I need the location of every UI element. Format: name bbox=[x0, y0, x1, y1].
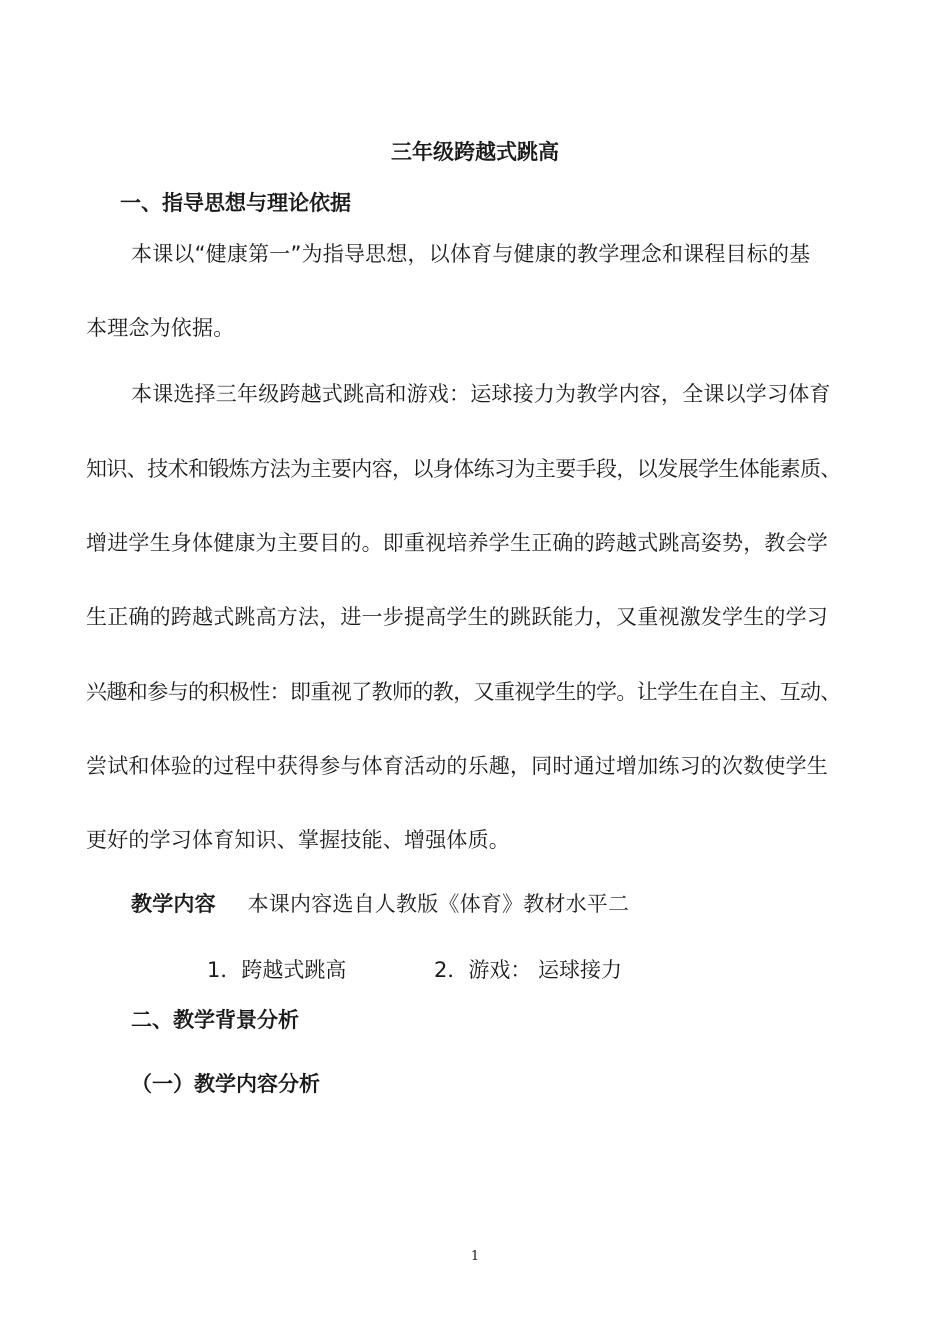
paragraph-line: 尝试和体验的过程中获得参与体育活动的乐趣，同时通过增加练习的次数使学生 bbox=[86, 754, 828, 778]
teaching-content-text: 本课内容选自人教版《体育》教材水平二 bbox=[247, 892, 630, 916]
list-item: 2．游戏： 运球接力 bbox=[434, 958, 623, 982]
paragraph-line: 知识、技术和锻炼方法为主要内容，以身体练习为主要手段，以发展学生体能素质、 bbox=[86, 457, 841, 481]
teaching-content-label: 教学内容 bbox=[131, 892, 216, 916]
paragraph-line: 增进学生身体健康为主要目的。即重视培养学生正确的跨越式跳高姿势，教会学 bbox=[86, 531, 828, 555]
paragraph-line: 兴趣和参与的积极性：即重视了教师的教，又重视学生的学。让学生在自主、互动、 bbox=[86, 680, 841, 704]
section2-heading: 二、教学背景分析 bbox=[131, 1008, 299, 1032]
document-title: 三年级跨越式跳高 bbox=[391, 140, 559, 164]
section1-heading: 一、指导思想与理论依据 bbox=[120, 191, 351, 215]
paragraph-line: 本课选择三年级跨越式跳高和游戏：运球接力为教学内容，全课以学习体育 bbox=[131, 382, 831, 406]
paragraph-line: 本课以“健康第一”为指导思想，以体育与健康的教学理念和课程目标的基 bbox=[131, 242, 811, 266]
page-number: 1 bbox=[470, 1249, 480, 1264]
paragraph-line: 生正确的跨越式跳高方法，进一步提高学生的跳跃能力，又重视激发学生的学习 bbox=[86, 605, 828, 629]
paragraph-line: 更好的学习体育知识、掌握技能、增强体质。 bbox=[86, 828, 510, 852]
paragraph-line: 本理念为依据。 bbox=[86, 316, 235, 340]
list-item: 1．跨越式跳高 bbox=[207, 958, 347, 982]
subsection1-heading: （一）教学内容分析 bbox=[131, 1072, 320, 1096]
teaching-content-line bbox=[131, 888, 629, 918]
